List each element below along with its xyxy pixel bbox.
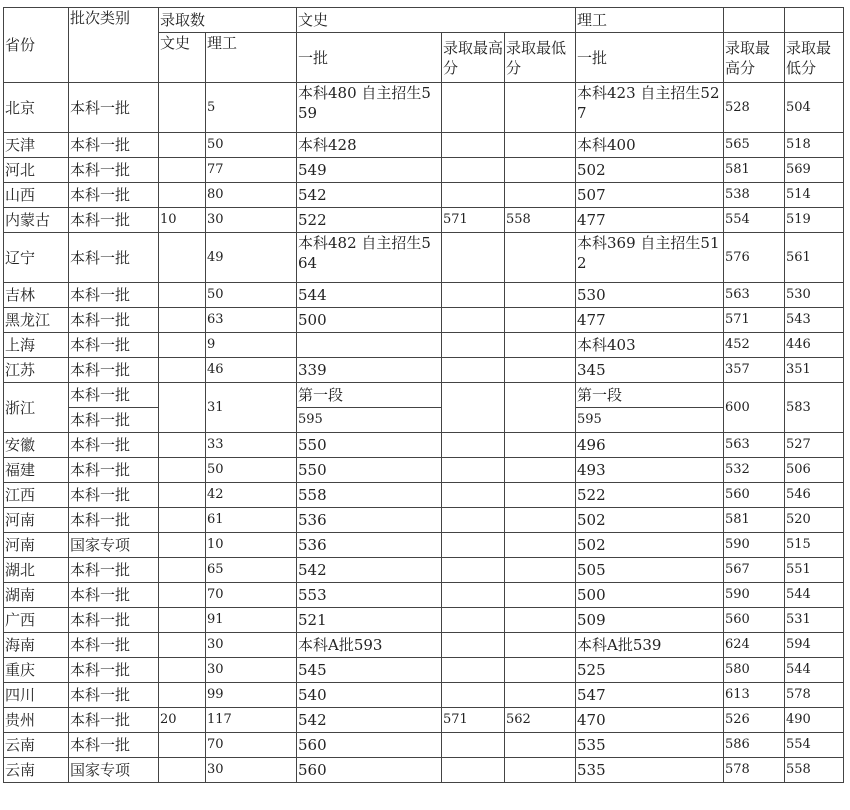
arts-line-cell: 550 — [297, 433, 442, 458]
table-row — [4, 558, 844, 583]
batch-cell: 本科一批 — [69, 133, 159, 158]
province-cell: 湖南 — [4, 583, 69, 608]
arts-min-cell — [505, 233, 576, 283]
arts-count-cell — [159, 683, 206, 708]
science-count-cell: 65 — [206, 558, 297, 583]
science-min-cell: 551 — [785, 558, 844, 583]
science-max-cell: 563 — [724, 283, 785, 308]
province-cell: 江苏 — [4, 358, 69, 383]
arts-min-cell — [505, 683, 576, 708]
province-cell: 辽宁 — [4, 233, 69, 283]
batch-cell: 本科一批 — [69, 708, 159, 733]
arts-max-cell — [442, 283, 505, 308]
science-line-cell: 477 — [576, 308, 724, 333]
header-arts: 文史 — [297, 8, 576, 33]
science-min-cell: 544 — [785, 658, 844, 683]
science-count-cell: 30 — [206, 658, 297, 683]
arts-max-cell — [442, 183, 505, 208]
arts-count-cell: 10 — [159, 208, 206, 233]
batch-cell: 本科一批 — [69, 333, 159, 358]
batch-cell: 本科一批 — [69, 158, 159, 183]
province-cell: 天津 — [4, 133, 69, 158]
arts-line-cell: 339 — [297, 358, 442, 383]
arts-count-cell — [159, 283, 206, 308]
arts-line-cell: 540 — [297, 683, 442, 708]
table-row — [4, 433, 844, 458]
province-cell: 内蒙古 — [4, 208, 69, 233]
science-count-cell: 63 — [206, 308, 297, 333]
science-count-cell: 31 — [206, 383, 297, 433]
batch-cell: 本科一批 — [69, 83, 159, 133]
arts-min-cell — [505, 383, 576, 433]
arts-count-cell — [159, 633, 206, 658]
arts-line-cell: 本科428 — [297, 133, 442, 158]
science-count-cell: 46 — [206, 358, 297, 383]
header-blank-2 — [785, 8, 844, 33]
science-line-cell: 595 — [576, 408, 724, 433]
arts-max-cell — [442, 308, 505, 333]
arts-max-cell — [442, 158, 505, 183]
science-max-cell: 528 — [724, 83, 785, 133]
science-line-cell: 525 — [576, 658, 724, 683]
arts-max-cell — [442, 683, 505, 708]
arts-count-cell — [159, 83, 206, 133]
batch-cell: 本科一批 — [69, 658, 159, 683]
header-row-1 — [4, 8, 844, 33]
science-line-cell: 本科400 — [576, 133, 724, 158]
arts-max-cell — [442, 583, 505, 608]
science-count-cell: 30 — [206, 208, 297, 233]
science-min-cell: 490 — [785, 708, 844, 733]
batch-cell: 本科一批 — [69, 608, 159, 633]
science-line-cell: 470 — [576, 708, 724, 733]
arts-count-cell — [159, 583, 206, 608]
batch-cell: 本科一批 — [69, 483, 159, 508]
batch-cell: 本科一批 — [69, 208, 159, 233]
batch-cell: 国家专项 — [69, 758, 159, 783]
province-cell: 云南 — [4, 733, 69, 758]
arts-count-cell — [159, 308, 206, 333]
table-row — [4, 383, 844, 408]
science-count-cell: 10 — [206, 533, 297, 558]
science-line-cell: 345 — [576, 358, 724, 383]
science-line-cell: 493 — [576, 458, 724, 483]
province-cell: 云南 — [4, 758, 69, 783]
arts-max-cell — [442, 358, 505, 383]
header-arts-batch: 一批 — [297, 33, 442, 83]
batch-cell: 本科一批 — [69, 233, 159, 283]
science-max-cell: 590 — [724, 583, 785, 608]
table-row — [4, 408, 844, 433]
arts-min-cell — [505, 658, 576, 683]
science-line-cell: 本科403 — [576, 333, 724, 358]
table-row — [4, 608, 844, 633]
arts-min-cell: 562 — [505, 708, 576, 733]
province-cell: 安徽 — [4, 433, 69, 458]
arts-line-cell: 第一段 — [297, 383, 442, 408]
table-row — [4, 533, 844, 558]
science-max-cell: 567 — [724, 558, 785, 583]
batch-cell: 本科一批 — [69, 558, 159, 583]
header-science-count: 理工 — [206, 33, 297, 83]
header-arts-min: 录取最低分 — [505, 33, 576, 83]
science-count-cell: 80 — [206, 183, 297, 208]
table-row — [4, 358, 844, 383]
science-count-cell: 30 — [206, 633, 297, 658]
table-row — [4, 708, 844, 733]
science-line-cell: 547 — [576, 683, 724, 708]
arts-min-cell — [505, 558, 576, 583]
science-line-cell: 500 — [576, 583, 724, 608]
header-science-min: 录取最低分 — [785, 33, 844, 83]
science-max-cell: 590 — [724, 533, 785, 558]
science-count-cell: 77 — [206, 158, 297, 183]
table-row — [4, 458, 844, 483]
table-row — [4, 658, 844, 683]
science-min-cell: 506 — [785, 458, 844, 483]
arts-min-cell — [505, 308, 576, 333]
science-min-cell: 530 — [785, 283, 844, 308]
science-count-cell: 99 — [206, 683, 297, 708]
province-cell: 河南 — [4, 508, 69, 533]
science-max-cell: 563 — [724, 433, 785, 458]
arts-max-cell — [442, 333, 505, 358]
arts-max-cell — [442, 633, 505, 658]
batch-cell: 本科一批 — [69, 733, 159, 758]
science-max-cell: 538 — [724, 183, 785, 208]
table-row — [4, 633, 844, 658]
arts-max-cell — [442, 433, 505, 458]
science-line-cell: 509 — [576, 608, 724, 633]
province-cell: 黑龙江 — [4, 308, 69, 333]
batch-cell: 本科一批 — [69, 683, 159, 708]
science-min-cell: 569 — [785, 158, 844, 183]
science-count-cell: 50 — [206, 283, 297, 308]
science-max-cell: 586 — [724, 733, 785, 758]
science-max-cell: 581 — [724, 508, 785, 533]
science-count-cell: 70 — [206, 733, 297, 758]
science-line-cell: 522 — [576, 483, 724, 508]
header-science-max: 录取最高分 — [724, 33, 785, 83]
science-count-cell: 50 — [206, 458, 297, 483]
batch-cell: 本科一批 — [69, 408, 159, 433]
science-min-cell: 578 — [785, 683, 844, 708]
table-row — [4, 333, 844, 358]
science-max-cell: 554 — [724, 208, 785, 233]
table-row — [4, 483, 844, 508]
arts-line-cell: 545 — [297, 658, 442, 683]
arts-min-cell — [505, 583, 576, 608]
province-cell: 河北 — [4, 158, 69, 183]
province-cell: 贵州 — [4, 708, 69, 733]
province-cell: 福建 — [4, 458, 69, 483]
science-line-cell: 535 — [576, 733, 724, 758]
science-count-cell: 30 — [206, 758, 297, 783]
province-cell: 山西 — [4, 183, 69, 208]
header-science-batch: 一批 — [576, 33, 724, 83]
arts-max-cell — [442, 383, 505, 433]
table-row — [4, 733, 844, 758]
science-min-cell: 546 — [785, 483, 844, 508]
arts-line-cell: 500 — [297, 308, 442, 333]
arts-min-cell — [505, 508, 576, 533]
header-province: 省份 — [4, 8, 69, 83]
science-line-cell: 505 — [576, 558, 724, 583]
science-line-cell: 本科369 自主招生512 — [576, 233, 724, 283]
science-line-cell: 第一段 — [576, 383, 724, 408]
science-count-cell: 50 — [206, 133, 297, 158]
science-max-cell: 565 — [724, 133, 785, 158]
province-cell: 四川 — [4, 683, 69, 708]
arts-line-cell — [297, 333, 442, 358]
batch-cell: 本科一批 — [69, 308, 159, 333]
science-min-cell: 531 — [785, 608, 844, 633]
arts-line-cell: 522 — [297, 208, 442, 233]
science-line-cell: 477 — [576, 208, 724, 233]
science-line-cell: 530 — [576, 283, 724, 308]
arts-max-cell — [442, 558, 505, 583]
batch-cell: 本科一批 — [69, 283, 159, 308]
science-max-cell: 600 — [724, 383, 785, 433]
science-min-cell: 518 — [785, 133, 844, 158]
arts-min-cell — [505, 733, 576, 758]
table-row — [4, 308, 844, 333]
arts-max-cell — [442, 533, 505, 558]
science-max-cell: 526 — [724, 708, 785, 733]
table-row — [4, 683, 844, 708]
arts-line-cell: 542 — [297, 708, 442, 733]
arts-line-cell: 549 — [297, 158, 442, 183]
arts-max-cell — [442, 133, 505, 158]
arts-count-cell — [159, 433, 206, 458]
arts-count-cell — [159, 558, 206, 583]
arts-min-cell — [505, 533, 576, 558]
arts-count-cell — [159, 483, 206, 508]
province-cell: 浙江 — [4, 383, 69, 433]
arts-count-cell — [159, 333, 206, 358]
arts-line-cell: 536 — [297, 508, 442, 533]
province-cell: 重庆 — [4, 658, 69, 683]
header-science: 理工 — [576, 8, 724, 33]
arts-min-cell — [505, 158, 576, 183]
arts-min-cell — [505, 483, 576, 508]
arts-line-cell: 本科482 自主招生564 — [297, 233, 442, 283]
arts-count-cell — [159, 733, 206, 758]
arts-count-cell — [159, 608, 206, 633]
arts-min-cell — [505, 433, 576, 458]
arts-min-cell: 558 — [505, 208, 576, 233]
science-min-cell: 594 — [785, 633, 844, 658]
science-line-cell: 535 — [576, 758, 724, 783]
arts-max-cell: 571 — [442, 708, 505, 733]
science-max-cell: 571 — [724, 308, 785, 333]
science-max-cell: 576 — [724, 233, 785, 283]
science-max-cell: 560 — [724, 483, 785, 508]
arts-max-cell — [442, 483, 505, 508]
arts-min-cell — [505, 608, 576, 633]
province-cell: 北京 — [4, 83, 69, 133]
arts-line-cell: 521 — [297, 608, 442, 633]
batch-cell: 国家专项 — [69, 533, 159, 558]
batch-cell: 本科一批 — [69, 633, 159, 658]
arts-count-cell: 20 — [159, 708, 206, 733]
science-max-cell: 452 — [724, 333, 785, 358]
science-count-cell: 49 — [206, 233, 297, 283]
science-min-cell: 351 — [785, 358, 844, 383]
table-row — [4, 508, 844, 533]
table-row — [4, 283, 844, 308]
province-cell: 广西 — [4, 608, 69, 633]
science-line-cell: 507 — [576, 183, 724, 208]
arts-min-cell — [505, 283, 576, 308]
science-line-cell: 502 — [576, 533, 724, 558]
science-min-cell: 504 — [785, 83, 844, 133]
science-max-cell: 532 — [724, 458, 785, 483]
science-min-cell: 519 — [785, 208, 844, 233]
table-row — [4, 208, 844, 233]
table-row — [4, 758, 844, 783]
arts-max-cell — [442, 758, 505, 783]
arts-max-cell — [442, 658, 505, 683]
science-line-cell: 496 — [576, 433, 724, 458]
arts-line-cell: 536 — [297, 533, 442, 558]
header-arts-count: 文史 — [159, 33, 206, 83]
science-max-cell: 357 — [724, 358, 785, 383]
arts-min-cell — [505, 333, 576, 358]
arts-max-cell: 571 — [442, 208, 505, 233]
arts-count-cell — [159, 458, 206, 483]
batch-cell: 本科一批 — [69, 508, 159, 533]
arts-count-cell — [159, 158, 206, 183]
science-min-cell: 527 — [785, 433, 844, 458]
arts-min-cell — [505, 758, 576, 783]
arts-max-cell — [442, 608, 505, 633]
arts-max-cell — [442, 733, 505, 758]
province-cell: 吉林 — [4, 283, 69, 308]
arts-line-cell: 558 — [297, 483, 442, 508]
batch-cell: 本科一批 — [69, 383, 159, 408]
province-cell: 江西 — [4, 483, 69, 508]
header-blank-1 — [724, 8, 785, 33]
science-count-cell: 117 — [206, 708, 297, 733]
arts-count-cell — [159, 383, 206, 433]
science-min-cell: 554 — [785, 733, 844, 758]
arts-max-cell — [442, 508, 505, 533]
arts-min-cell — [505, 633, 576, 658]
arts-count-cell — [159, 183, 206, 208]
arts-line-cell: 542 — [297, 558, 442, 583]
science-line-cell: 本科423 自主招生527 — [576, 83, 724, 133]
science-min-cell: 543 — [785, 308, 844, 333]
batch-cell: 本科一批 — [69, 183, 159, 208]
province-cell: 河南 — [4, 533, 69, 558]
province-cell: 海南 — [4, 633, 69, 658]
arts-line-cell: 本科480 自主招生559 — [297, 83, 442, 133]
table-row — [4, 583, 844, 608]
batch-cell: 本科一批 — [69, 458, 159, 483]
science-min-cell: 520 — [785, 508, 844, 533]
arts-count-cell — [159, 758, 206, 783]
header-arts-max: 录取最高分 — [442, 33, 505, 83]
arts-line-cell: 542 — [297, 183, 442, 208]
science-count-cell: 70 — [206, 583, 297, 608]
science-max-cell: 613 — [724, 683, 785, 708]
table-row — [4, 233, 844, 283]
science-count-cell: 91 — [206, 608, 297, 633]
science-max-cell: 624 — [724, 633, 785, 658]
arts-min-cell — [505, 358, 576, 383]
arts-count-cell — [159, 508, 206, 533]
arts-min-cell — [505, 83, 576, 133]
arts-count-cell — [159, 358, 206, 383]
arts-line-cell: 544 — [297, 283, 442, 308]
arts-max-cell — [442, 233, 505, 283]
science-line-cell: 502 — [576, 158, 724, 183]
science-min-cell: 558 — [785, 758, 844, 783]
science-count-cell: 9 — [206, 333, 297, 358]
admission-score-table — [3, 7, 844, 783]
header-batch-type: 批次类别 — [69, 8, 159, 83]
arts-line-cell: 553 — [297, 583, 442, 608]
batch-cell: 本科一批 — [69, 583, 159, 608]
arts-line-cell: 本科A批593 — [297, 633, 442, 658]
science-line-cell: 本科A批539 — [576, 633, 724, 658]
science-min-cell: 561 — [785, 233, 844, 283]
science-min-cell: 515 — [785, 533, 844, 558]
table-row — [4, 83, 844, 133]
science-max-cell: 580 — [724, 658, 785, 683]
science-count-cell: 42 — [206, 483, 297, 508]
province-cell: 湖北 — [4, 558, 69, 583]
science-min-cell: 514 — [785, 183, 844, 208]
science-min-cell: 446 — [785, 333, 844, 358]
arts-line-cell: 560 — [297, 733, 442, 758]
arts-count-cell — [159, 233, 206, 283]
science-max-cell: 581 — [724, 158, 785, 183]
science-min-cell: 544 — [785, 583, 844, 608]
table-row — [4, 158, 844, 183]
arts-count-cell — [159, 133, 206, 158]
science-line-cell: 502 — [576, 508, 724, 533]
science-count-cell: 5 — [206, 83, 297, 133]
arts-count-cell — [159, 658, 206, 683]
arts-min-cell — [505, 183, 576, 208]
batch-cell: 本科一批 — [69, 433, 159, 458]
science-count-cell: 33 — [206, 433, 297, 458]
batch-cell: 本科一批 — [69, 358, 159, 383]
table-row — [4, 133, 844, 158]
header-admit-count: 录取数 — [159, 8, 297, 33]
arts-max-cell — [442, 458, 505, 483]
science-max-cell: 560 — [724, 608, 785, 633]
arts-line-cell: 560 — [297, 758, 442, 783]
arts-max-cell — [442, 83, 505, 133]
science-min-cell: 583 — [785, 383, 844, 433]
science-count-cell: 61 — [206, 508, 297, 533]
table-row — [4, 183, 844, 208]
science-max-cell: 578 — [724, 758, 785, 783]
province-cell: 上海 — [4, 333, 69, 358]
arts-min-cell — [505, 133, 576, 158]
arts-count-cell — [159, 533, 206, 558]
arts-line-cell: 595 — [297, 408, 442, 433]
arts-line-cell: 550 — [297, 458, 442, 483]
arts-min-cell — [505, 458, 576, 483]
